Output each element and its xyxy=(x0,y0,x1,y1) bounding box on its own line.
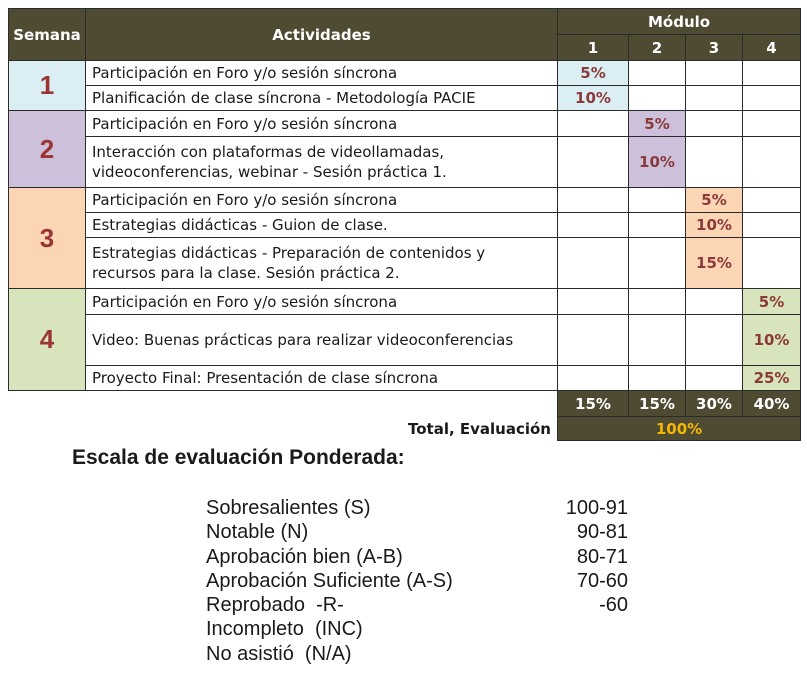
header-module-1: 1 xyxy=(558,35,629,61)
scale-row xyxy=(206,496,628,520)
table-row xyxy=(9,289,801,315)
module-total: 15% xyxy=(629,391,686,417)
header-module-2: 2 xyxy=(629,35,686,61)
week-number: 1 xyxy=(9,61,86,111)
total-value: 100% xyxy=(558,417,801,441)
weight-cell: 10% xyxy=(558,86,629,111)
week-number: 3 xyxy=(9,188,86,289)
scale-label: Reprobado -R- xyxy=(206,594,344,617)
header-module-3: 3 xyxy=(686,35,743,61)
evaluation-table xyxy=(8,8,801,441)
scale-row xyxy=(206,545,628,569)
activity-label: Planificación de clase síncrona - Metodología PACIE xyxy=(86,86,558,111)
grand-total-row xyxy=(9,417,801,441)
weight-cell: 10% xyxy=(743,315,801,366)
table-row xyxy=(9,238,801,289)
weight-cell: 25% xyxy=(743,366,801,391)
scale-label: Incompleto (INC) xyxy=(206,618,363,641)
activity-label: Estrategias didácticas - Preparación de contenidos y recursos para la clase. Sesión práctica 2. xyxy=(86,238,558,289)
module-total: 40% xyxy=(743,391,801,417)
weight-cell: 5% xyxy=(629,111,686,137)
header-module-4: 4 xyxy=(743,35,801,61)
scale-label: Aprobación bien (A-B) xyxy=(206,545,403,568)
week-number: 2 xyxy=(9,111,86,188)
module-totals-row xyxy=(9,391,801,417)
weight-cell: 10% xyxy=(686,213,743,238)
scale-label: Notable (N) xyxy=(206,521,309,544)
scale-range: 90-81 xyxy=(576,521,628,544)
activity-label: Video: Buenas prácticas para realizar videoconferencias xyxy=(86,315,558,366)
weight-cell: 5% xyxy=(743,289,801,315)
activity-label: Participación en Foro y/o sesión síncrona xyxy=(86,111,558,137)
table-row xyxy=(9,86,801,111)
total-label: Total, Evaluación xyxy=(407,419,551,438)
scale-range: 100-91 xyxy=(565,497,628,519)
table-row xyxy=(9,188,801,213)
week-number: 4 xyxy=(9,289,86,391)
activity-label: Proyecto Final: Presentación de clase síncrona xyxy=(86,366,558,391)
activity-label: Interacción con plataformas de videollamadas, videoconferencias, webinar - Sesión práctica 1. xyxy=(86,137,558,188)
table-row xyxy=(9,137,801,188)
module-total: 30% xyxy=(686,391,743,417)
scale-row xyxy=(206,569,628,593)
table-row xyxy=(9,366,801,391)
scale-range: 80-71 xyxy=(576,545,628,568)
weight-cell: 15% xyxy=(686,238,743,289)
activity-label: Participación en Foro y/o sesión síncrona xyxy=(86,61,558,86)
header-semana: Semana xyxy=(9,9,86,61)
activity-label: Participación en Foro y/o sesión síncrona xyxy=(86,289,558,315)
grading-scale xyxy=(206,496,628,666)
header-modulo: Módulo xyxy=(558,9,801,35)
scale-row xyxy=(206,593,628,617)
table-row xyxy=(9,315,801,366)
scale-row xyxy=(206,520,628,544)
scale-row xyxy=(206,642,628,666)
weight-cell: 5% xyxy=(686,188,743,213)
table-row xyxy=(9,61,801,86)
table-row xyxy=(9,111,801,137)
weight-cell: 5% xyxy=(558,61,629,86)
scale-row xyxy=(206,617,628,641)
scale-label: Aprobación Suficiente (A-S) xyxy=(206,569,453,592)
activity-label: Estrategias didácticas - Guion de clase. xyxy=(86,213,558,238)
scale-label: Sobresalientes (S) xyxy=(206,497,371,519)
scale-range: 70-60 xyxy=(576,569,628,592)
scale-title: Escala de evaluación Ponderada: xyxy=(72,446,405,469)
scale-range: -60 xyxy=(599,594,628,617)
activity-label: Participación en Foro y/o sesión síncrona xyxy=(86,188,558,213)
header-actividades: Actividades xyxy=(86,9,558,61)
weight-cell: 10% xyxy=(629,137,686,188)
scale-label: No asistió (N/A) xyxy=(206,642,352,665)
table-row xyxy=(9,213,801,238)
module-total: 15% xyxy=(558,391,629,417)
